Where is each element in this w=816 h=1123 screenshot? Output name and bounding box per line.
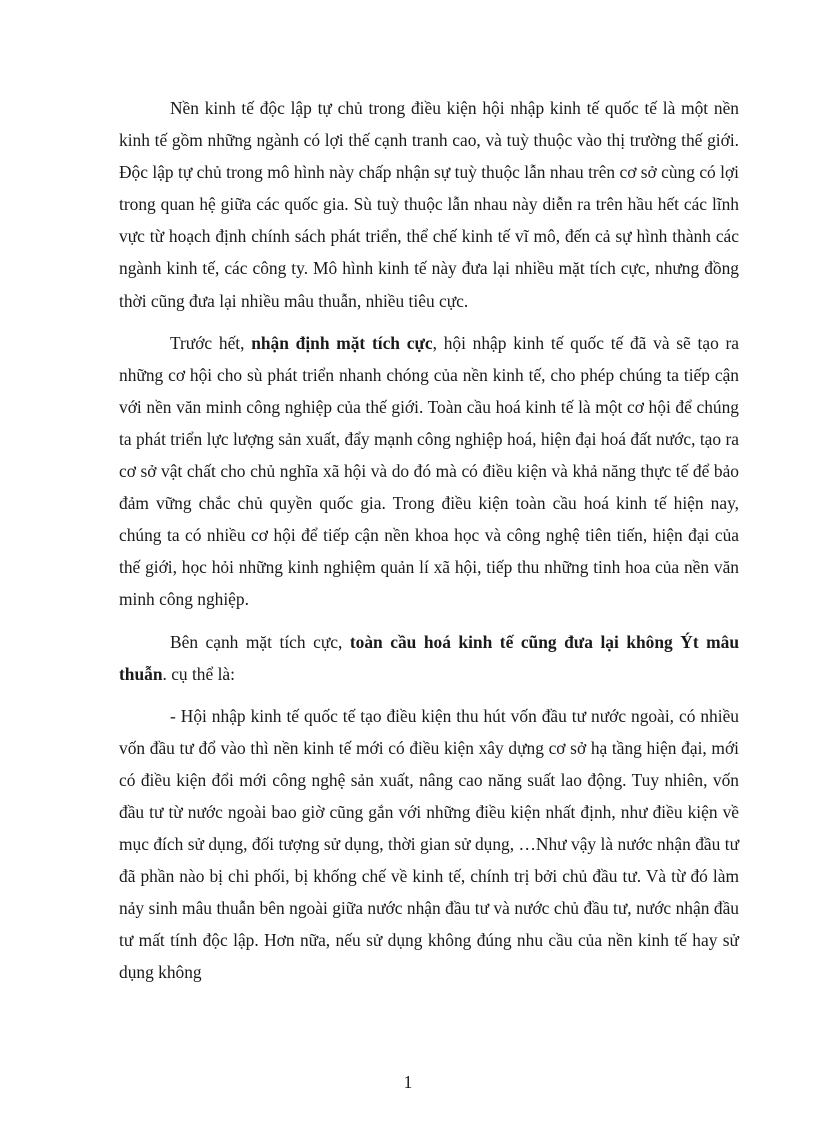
paragraph-positive-bold: nhận định mặt tích cực	[251, 332, 433, 353]
paragraph-intro	[119, 92, 739, 317]
paragraph-intro-text: Nền kinh tế độc lập tự chủ trong điều kiện hội nhập kinh tế quốc tế là một nền kinh tế gồm những ngành có lợi thế cạnh tranh cao, và tuỳ thuộc vào thị trường thế giới. Độc lập tự chủ trong mô hình này chấp nhận sự tuỳ thuộc lẫn nhau trên cơ sở cùng có lợi trong quan hệ giữa các quốc gia. Sù tuỳ thuộc lẫn nhau này diễn ra trên hầu hết các lĩnh vực từ hoạch định chính sách phát triển, thể chế kinh tế vĩ mô, đến cả sự hình thành các ngành kinh tế, các công ty. Mô hình kinh tế này đưa lại nhiều mặt tích cực, nhưng đồng thời cũng đưa lại nhiều mâu thuẫn, nhiều tiêu cực.	[119, 98, 739, 311]
paragraph-contradictions-lead: Bên cạnh mặt tích cực,	[170, 631, 350, 652]
paragraph-positive	[119, 327, 739, 616]
paragraph-positive-text: , hội nhập kinh tế quốc tế đã và sẽ tạo ra những cơ hội cho sù phát triển nhanh chóng của nền kinh tế, cho phép chúng ta tiếp cận với nền văn minh công nghiệp của thế giới. Toàn cầu hoá kinh tế là một cơ hội để chúng ta phát triển lực lượng sản xuất, đẩy mạnh công nghiệp hoá, hiện đại hoá đất nước, tạo ra cơ sở vật chất cho chủ nghĩa xã hội và do đó mà có điều kiện và khả năng thực tế để bảo đảm vững chắc chủ quyền quốc gia. Trong điều kiện toàn cầu hoá kinh tế hiện nay, chúng ta có nhiều cơ hội để tiếp cận nền khoa học và công nghệ tiên tiến, hiện đại của thế giới, học hỏi những kinh nghiệm quản lí xã hội, tiếp thu những tinh hoa của nền văn minh công nghiệp.	[119, 332, 740, 610]
paragraph-investment	[119, 700, 739, 989]
paragraph-contradictions	[119, 626, 739, 690]
paragraph-positive-lead: Trước hết,	[170, 332, 252, 353]
paragraph-contradictions-bold: toàn cầu hoá kinh tế cũng đưa lại không Ýt mâu thuẫn	[119, 631, 739, 684]
document-body	[119, 92, 739, 999]
page-number: 1	[403, 1072, 413, 1092]
paragraph-contradictions-text: . cụ thể là:	[162, 663, 235, 684]
paragraph-investment-text: - Hội nhập kinh tế quốc tế tạo điều kiện thu hút vốn đầu tư nước ngoài, có nhiều vốn đầu tư đổ vào thì nền kinh tế mới có điều kiện xây dựng cơ sở hạ tầng hiện đại, mới có điều kiện đổi mới công nghệ sản xuất, nâng cao năng suất lao động. Tuy nhiên, vốn đầu tư từ nước ngoài bao giờ cũng gắn với những điều kiện nhất định, như điều kiện về mục đích sử dụng, đối tượng sử dụng, thời gian sử dụng, …Như vậy là nước nhận đầu tư đã phần nào bị chi phối, bị khống chế về kinh tế, chính trị bởi chủ đầu tư. Và từ đó làm nảy sinh mâu thuẫn bên ngoài giữa nước nhận đầu tư và nước chủ đầu tư, nước nhận đầu tư mất tính độc lập. Hơn nữa, nếu sử dụng không đúng nhu cầu của nền kinh tế hay sử dụng không	[119, 705, 739, 983]
